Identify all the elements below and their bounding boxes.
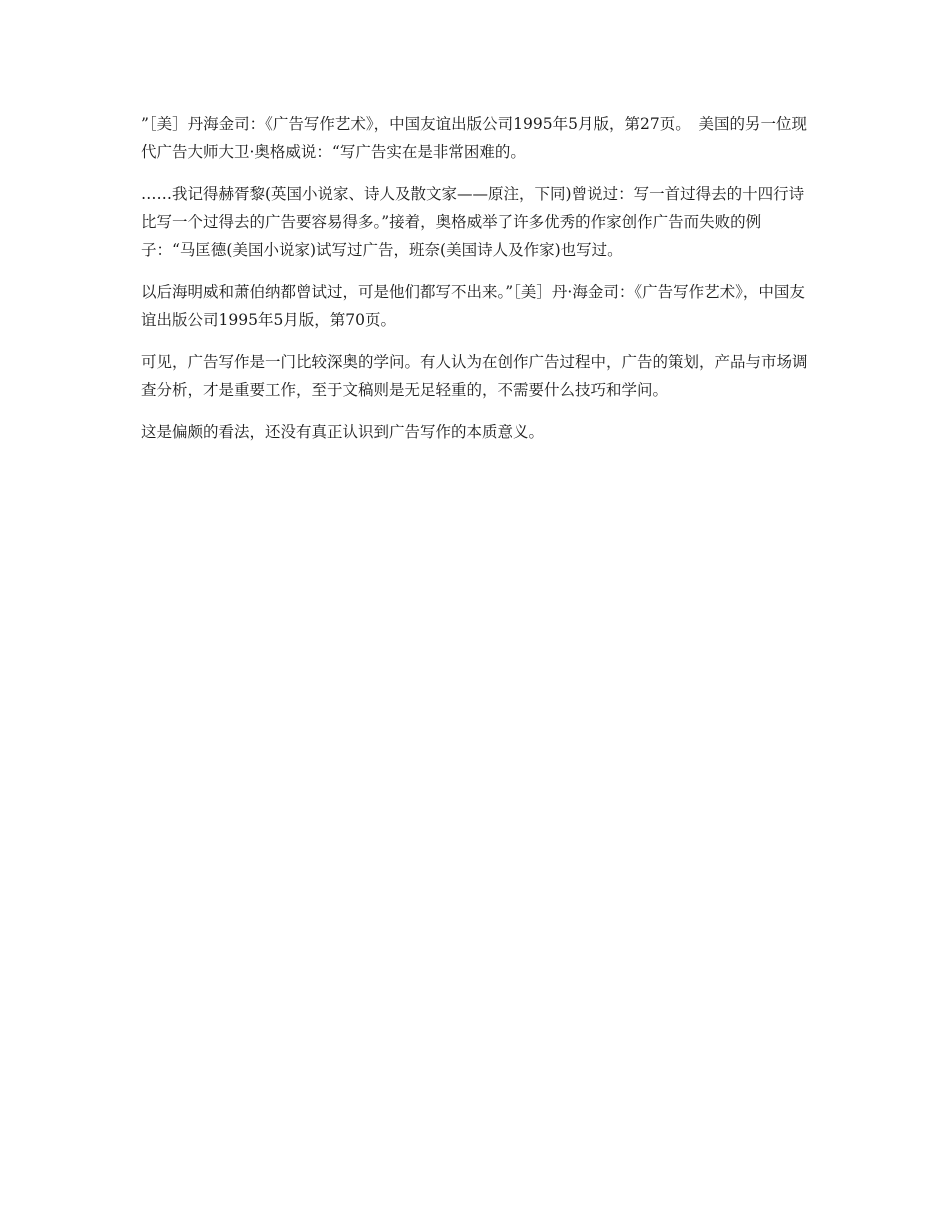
paragraph-3: 以后海明威和萧伯纳都曾试过，可是他们都写不出来。”［美］丹·海金司：《广告写作艺术》，中国友谊出版公司1995年5月版，第70页。: [141, 283, 805, 329]
paragraph-2: ……我记得赫胥黎(英国小说家、诗人及散文家——原注，下同)曾说过：写一首过得去的十四行诗比写一个过得去的广告要容易得多。”接着，奥格威举了许多优秀的作家创作广告而失败的例子：“马匡德(美国小说家)试写过广告，班奈(美国诗人及作家)也写过。: [141, 185, 805, 259]
paragraph-1: ”［美］丹海金司：《广告写作艺术》，中国友谊出版公司1995年5月版，第27页。 美国的另一位现代广告大师大卫·奥格威说：“写广告实在是非常困难的。: [141, 115, 807, 161]
paragraph-5: 这是偏颇的看法，还没有真正认识到广告写作的本质意义。: [141, 423, 545, 441]
paragraph-4: 可见，广告写作是一门比较深奥的学问。有人认为在创作广告过程中，广告的策划，产品与市场调查分析，才是重要工作，至于文稿则是无足轻重的，不需要什么技巧和学问。: [141, 353, 808, 399]
document-body: [141, 110, 813, 460]
